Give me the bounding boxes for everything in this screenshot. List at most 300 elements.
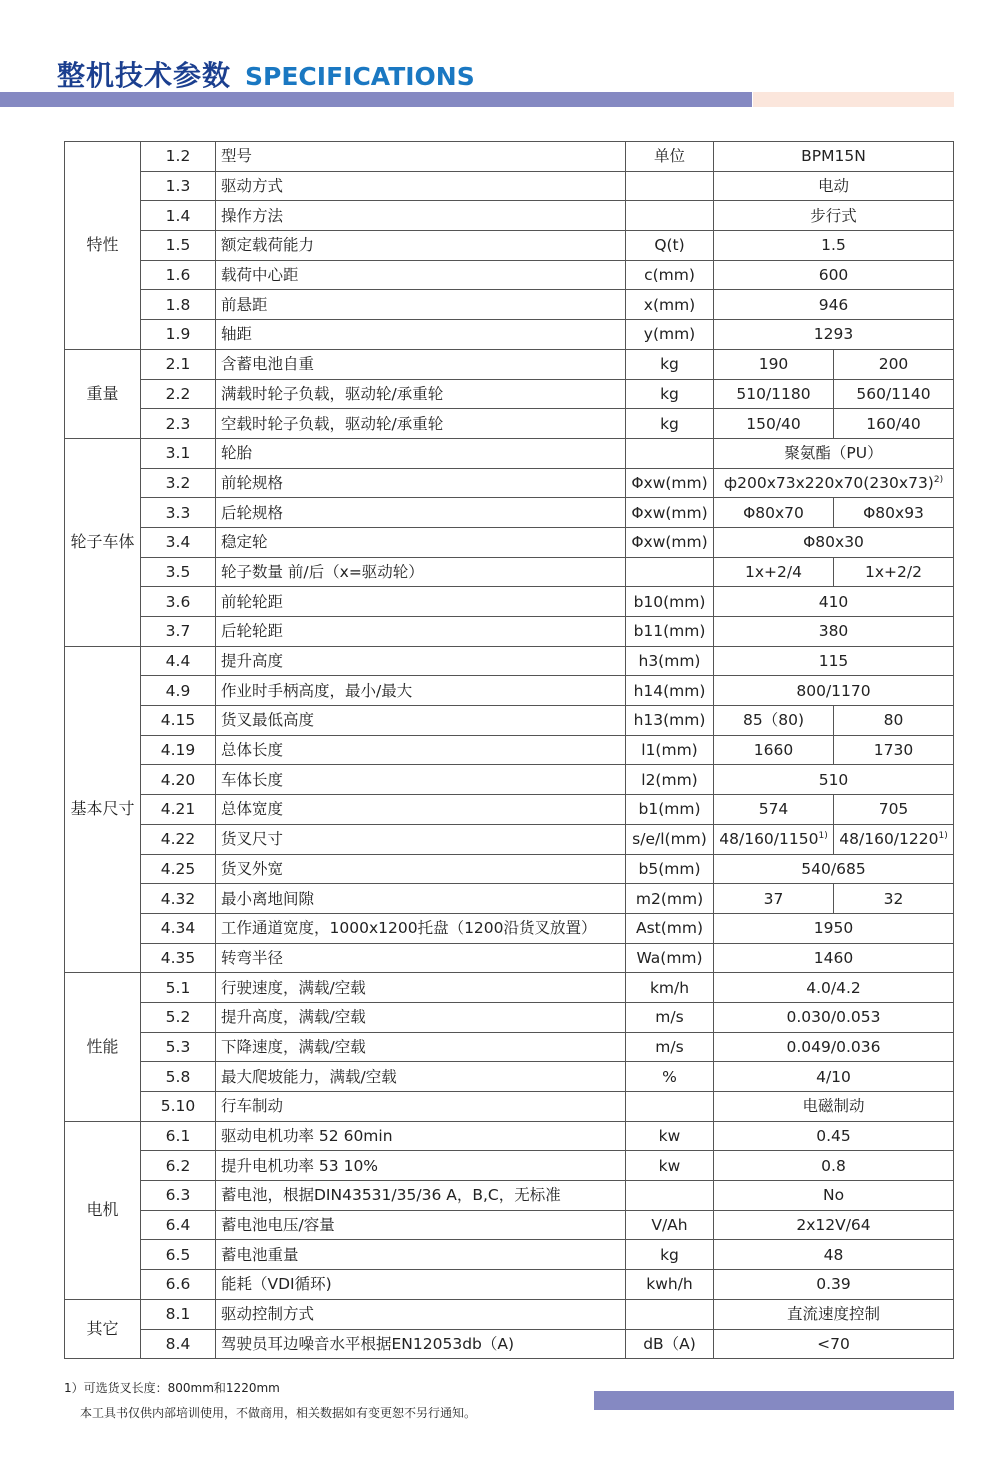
table-row	[65, 290, 954, 320]
row-value-text: 0.049/0.036	[786, 1037, 881, 1056]
row-item-text: 稳定轮	[221, 533, 268, 552]
row-value-text: 4.0/4.2	[806, 978, 861, 997]
row-item	[216, 468, 626, 498]
row-number-text: 6.1	[165, 1127, 191, 1146]
row-item-text: 能耗（VDI循环)	[221, 1275, 332, 1294]
row-value	[714, 201, 954, 231]
row-number-text: 4.35	[160, 948, 196, 967]
row-unit-text: kw	[658, 1156, 681, 1175]
row-item	[216, 1062, 626, 1092]
row-number	[141, 943, 216, 973]
row-unit	[626, 1032, 714, 1062]
row-value	[714, 1210, 954, 1240]
row-value	[714, 231, 954, 261]
row-item	[216, 349, 626, 379]
row-item-text: 前轮轮距	[221, 592, 284, 611]
row-value-text: <70	[817, 1334, 850, 1353]
header-bar	[0, 92, 752, 107]
row-number	[141, 1092, 216, 1122]
row-unit	[626, 142, 714, 172]
row-unit-text: l2(mm)	[641, 770, 698, 789]
row-unit	[626, 260, 714, 290]
row-value-text: 步行式	[810, 206, 857, 225]
row-number-text: 4.34	[160, 919, 196, 938]
row-unit-text: l1(mm)	[641, 741, 698, 760]
row-item-text: 总体长度	[221, 741, 284, 760]
row-item	[216, 1181, 626, 1211]
row-value	[714, 1032, 954, 1062]
row-number-text: 3.7	[165, 622, 191, 641]
row-unit	[626, 171, 714, 201]
row-item	[216, 557, 626, 587]
row-item-text: 前轮规格	[221, 473, 284, 492]
group-label	[65, 973, 141, 1121]
row-value	[714, 171, 954, 201]
row-unit	[626, 379, 714, 409]
row-number-text: 3.5	[165, 562, 191, 581]
row-item-text: 蓄电池，根据DIN43531/35/36 A，B,C，无标准	[221, 1186, 561, 1205]
row-value-2	[834, 557, 954, 587]
row-unit	[626, 1121, 714, 1151]
row-value-text: 1.5	[821, 236, 846, 255]
row-unit	[626, 1151, 714, 1181]
group-label	[65, 1121, 141, 1299]
row-item	[216, 587, 626, 617]
row-value-1	[714, 349, 834, 379]
row-value	[714, 438, 954, 468]
row-value	[714, 1002, 954, 1032]
row-item-text: 作业时手柄高度，最小/最大	[221, 681, 413, 700]
row-number	[141, 290, 216, 320]
row-unit	[626, 468, 714, 498]
row-number-text: 1.4	[165, 206, 191, 225]
table-row	[65, 765, 954, 795]
row-number	[141, 1032, 216, 1062]
row-number-text: 6.6	[165, 1275, 191, 1294]
row-value-text: 0.8	[821, 1156, 846, 1175]
row-item-text: 前悬距	[221, 295, 268, 314]
row-value-2-text: 160/40	[866, 414, 921, 433]
row-item-text: 含蓄电池自重	[221, 355, 315, 374]
row-item	[216, 795, 626, 825]
row-number	[141, 1151, 216, 1181]
row-item-text: 驱动方式	[221, 177, 284, 196]
spec-table-body	[65, 142, 954, 1359]
row-unit	[626, 617, 714, 647]
table-row	[65, 379, 954, 409]
table-row	[65, 1151, 954, 1181]
row-value-text: 540/685	[801, 859, 866, 878]
row-number-text: 4.21	[160, 800, 196, 819]
row-unit	[626, 1002, 714, 1032]
row-value-2	[834, 379, 954, 409]
row-item	[216, 1092, 626, 1122]
row-number	[141, 1002, 216, 1032]
table-row	[65, 1329, 954, 1359]
row-unit-text: b11(mm)	[633, 622, 706, 641]
row-number	[141, 231, 216, 261]
row-value-text: 0.39	[816, 1275, 851, 1294]
row-item-text: 驱动控制方式	[221, 1305, 315, 1324]
row-number	[141, 409, 216, 439]
row-value-2-text: 705	[878, 800, 909, 819]
row-value-2-text: 1730	[873, 741, 914, 760]
table-row	[65, 527, 954, 557]
row-value	[714, 913, 954, 943]
row-unit-text: b1(mm)	[638, 800, 701, 819]
row-number-text: 1.9	[165, 325, 191, 344]
row-number	[141, 349, 216, 379]
row-number-text: 8.1	[165, 1305, 191, 1324]
row-number	[141, 884, 216, 914]
row-number-text: 4.19	[160, 741, 196, 760]
row-number-text: 2.1	[165, 355, 191, 374]
row-value	[714, 1181, 954, 1211]
row-item	[216, 1210, 626, 1240]
row-item	[216, 1299, 626, 1329]
row-item-text: 行车制动	[221, 1097, 284, 1116]
row-value	[714, 646, 954, 676]
row-item	[216, 527, 626, 557]
row-item-text: 货叉最低高度	[221, 711, 315, 730]
row-item-text: 驾驶员耳边噪音水平根据EN12053db（A)	[221, 1334, 515, 1353]
row-item	[216, 1329, 626, 1359]
row-value-1	[714, 884, 834, 914]
row-item-text: 最大爬坡能力，满载/空载	[221, 1067, 397, 1086]
row-number	[141, 260, 216, 290]
row-number-text: 3.3	[165, 503, 191, 522]
row-value	[714, 676, 954, 706]
row-number-text: 5.1	[165, 978, 191, 997]
row-unit	[626, 349, 714, 379]
row-unit	[626, 1240, 714, 1270]
row-item-text: 驱动电机功率 52 60min	[221, 1127, 393, 1146]
row-number	[141, 617, 216, 647]
row-unit-text: m/s	[655, 1008, 684, 1027]
row-number-text: 2.3	[165, 414, 191, 433]
row-unit-text: kg	[660, 1245, 679, 1264]
row-unit-text: s/e/l(mm)	[632, 830, 707, 849]
row-value	[714, 765, 954, 795]
table-row	[65, 1032, 954, 1062]
table-row	[65, 468, 954, 498]
group-label-text: 性能	[86, 1036, 119, 1056]
row-value-text: No	[822, 1186, 845, 1205]
row-number	[141, 557, 216, 587]
table-row	[65, 646, 954, 676]
row-number-text: 4.32	[160, 889, 196, 908]
row-unit	[626, 913, 714, 943]
row-unit-text: kw	[658, 1127, 681, 1146]
row-number	[141, 201, 216, 231]
footnote-disclaimer: 本工具书仅供内部培训使用，不做商用，相关数据如有变更恕不另行通知。	[80, 1406, 477, 1420]
row-value-1-text: 510/1180	[736, 384, 811, 403]
row-number	[141, 1121, 216, 1151]
row-unit	[626, 320, 714, 350]
table-row	[65, 1270, 954, 1300]
row-unit	[626, 735, 714, 765]
header-bar-accent	[753, 92, 954, 107]
row-value-text: 0.45	[816, 1127, 851, 1146]
row-value-1	[714, 735, 834, 765]
table-row	[65, 201, 954, 231]
row-unit-text: m/s	[655, 1037, 684, 1056]
table-row	[65, 1121, 954, 1151]
row-item-text: 车体长度	[221, 770, 284, 789]
row-unit	[626, 231, 714, 261]
row-item	[216, 1032, 626, 1062]
row-number	[141, 765, 216, 795]
table-row	[65, 1181, 954, 1211]
row-item-text: 满载时轮子负载，驱动轮/承重轮	[221, 384, 444, 403]
row-value-2-text: 32	[883, 889, 904, 908]
row-value-1	[714, 409, 834, 439]
row-unit-text: km/h	[649, 978, 690, 997]
row-unit-text: 单位	[653, 147, 685, 166]
row-value-text: 1293	[813, 325, 854, 344]
row-unit	[626, 1062, 714, 1092]
table-row	[65, 824, 954, 854]
row-unit	[626, 409, 714, 439]
row-number	[141, 1062, 216, 1092]
row-number	[141, 795, 216, 825]
row-value-1-text: 48/160/1150	[719, 830, 819, 849]
group-label-text: 重量	[86, 383, 119, 403]
row-number	[141, 320, 216, 350]
row-item	[216, 498, 626, 528]
row-value	[714, 1240, 954, 1270]
row-item-text: 货叉尺寸	[221, 830, 284, 849]
row-number-text: 3.4	[165, 533, 191, 552]
table-row	[65, 557, 954, 587]
row-number-text: 4.25	[160, 859, 196, 878]
row-item	[216, 438, 626, 468]
row-item-text: 轮胎	[221, 444, 253, 463]
row-item-text: 提升电机功率 53 10%	[221, 1156, 379, 1175]
row-unit-text: c(mm)	[644, 266, 695, 285]
row-number-text: 1.8	[165, 295, 191, 314]
row-item	[216, 617, 626, 647]
row-item-text: 操作方法	[221, 206, 284, 225]
row-item	[216, 973, 626, 1003]
row-value-text: 1460	[813, 948, 854, 967]
row-item	[216, 1121, 626, 1151]
row-value	[714, 617, 954, 647]
table-row	[65, 617, 954, 647]
row-item	[216, 824, 626, 854]
row-unit-text: kg	[660, 414, 679, 433]
row-unit-text: m2(mm)	[635, 889, 704, 908]
table-row	[65, 1210, 954, 1240]
row-value	[714, 290, 954, 320]
row-unit	[626, 587, 714, 617]
row-value	[714, 527, 954, 557]
table-row	[65, 498, 954, 528]
row-item-text: 工作通道宽度，1000x1200托盘（1200沿货叉放置）	[221, 919, 597, 938]
table-row	[65, 943, 954, 973]
row-value	[714, 1329, 954, 1359]
table-row	[65, 349, 954, 379]
row-value-2-text: 80	[883, 711, 904, 730]
row-number-text: 5.3	[165, 1037, 191, 1056]
group-label	[65, 646, 141, 973]
row-item-text: 货叉外宽	[221, 859, 284, 878]
row-item	[216, 1270, 626, 1300]
row-value-text: 410	[818, 592, 849, 611]
row-unit	[626, 646, 714, 676]
row-item	[216, 260, 626, 290]
row-item-text: 蓄电池重量	[221, 1245, 299, 1264]
row-value	[714, 468, 954, 498]
row-number	[141, 1299, 216, 1329]
row-unit-text: Ast(mm)	[635, 919, 704, 938]
table-row	[65, 409, 954, 439]
row-value-2	[834, 409, 954, 439]
row-value-2	[834, 349, 954, 379]
row-item	[216, 201, 626, 231]
footnote-ref: 2)	[933, 474, 944, 485]
row-number-text: 6.3	[165, 1186, 191, 1205]
row-value-1-text: 1660	[753, 741, 794, 760]
group-label-text: 基本尺寸	[70, 799, 135, 819]
table-row	[65, 676, 954, 706]
table-row	[65, 1002, 954, 1032]
row-number	[141, 468, 216, 498]
row-item-text: 行驶速度，满载/空载	[221, 978, 366, 997]
row-item	[216, 409, 626, 439]
row-value-text: 600	[818, 266, 849, 285]
row-number-text: 5.10	[160, 1097, 196, 1116]
row-number	[141, 676, 216, 706]
row-value	[714, 943, 954, 973]
row-unit	[626, 557, 714, 587]
row-value-1-text: Φ80x70	[743, 503, 804, 522]
row-unit-text: y(mm)	[643, 325, 696, 344]
table-row	[65, 854, 954, 884]
row-unit-text: Q(t)	[654, 236, 685, 255]
row-number-text: 1.2	[165, 147, 191, 166]
row-unit	[626, 498, 714, 528]
row-unit-text: Φxw(mm)	[631, 503, 708, 522]
row-item	[216, 1240, 626, 1270]
row-unit-text: Wa(mm)	[636, 948, 703, 967]
row-unit	[626, 676, 714, 706]
row-value-2	[834, 735, 954, 765]
row-item	[216, 765, 626, 795]
row-value-1	[714, 557, 834, 587]
row-value	[714, 1299, 954, 1329]
table-row	[65, 913, 954, 943]
footnote-ref: 1)	[938, 831, 948, 841]
row-value-text: 48	[823, 1245, 844, 1264]
row-value-1-text: 85（80)	[743, 711, 804, 730]
page-title-en: SPECIFICATIONS	[245, 62, 475, 91]
row-number	[141, 1329, 216, 1359]
table-row	[65, 260, 954, 290]
row-number-text: 1.6	[165, 266, 191, 285]
row-number-text: 4.20	[160, 770, 196, 789]
row-number	[141, 379, 216, 409]
row-item-text: 型号	[221, 147, 253, 166]
row-number	[141, 587, 216, 617]
row-item	[216, 142, 626, 172]
group-label-text: 特性	[86, 235, 119, 255]
row-value-1-text: 1x+2/4	[745, 562, 802, 581]
row-number-text: 6.4	[165, 1216, 191, 1235]
row-number	[141, 706, 216, 736]
row-number	[141, 1270, 216, 1300]
row-number	[141, 854, 216, 884]
row-item-text: 载荷中心距	[221, 266, 299, 285]
row-value-text: ф200x73x220x70(230x73)	[723, 473, 934, 492]
row-number	[141, 646, 216, 676]
row-value-2-text: 200	[878, 355, 909, 374]
row-number-text: 4.4	[165, 652, 191, 671]
row-unit	[626, 1270, 714, 1300]
row-number-text: 5.8	[165, 1067, 191, 1086]
row-item	[216, 884, 626, 914]
row-number-text: 4.15	[160, 711, 196, 730]
footer-bar	[594, 1391, 954, 1410]
row-value-1	[714, 498, 834, 528]
row-number-text: 5.2	[165, 1008, 191, 1027]
row-number	[141, 527, 216, 557]
table-row	[65, 231, 954, 261]
row-value-text: 510	[818, 770, 849, 789]
row-item-text: 空载时轮子负载，驱动轮/承重轮	[221, 414, 444, 433]
row-number-text: 3.1	[165, 444, 191, 463]
row-number	[141, 913, 216, 943]
row-unit	[626, 943, 714, 973]
row-number	[141, 498, 216, 528]
row-value-2	[834, 706, 954, 736]
row-number-text: 2.2	[165, 384, 191, 403]
row-number-text: 1.5	[165, 236, 191, 255]
row-item	[216, 171, 626, 201]
row-unit	[626, 438, 714, 468]
row-unit	[626, 854, 714, 884]
row-value-text: 电磁制动	[802, 1097, 865, 1116]
row-value-text: 聚氨酯（PU）	[784, 444, 883, 463]
row-item-text: 下降速度，满载/空载	[221, 1037, 366, 1056]
row-unit	[626, 1299, 714, 1329]
row-unit	[626, 884, 714, 914]
table-row	[65, 438, 954, 468]
row-unit	[626, 1329, 714, 1359]
group-label	[65, 142, 141, 350]
row-value-text: 800/1170	[796, 681, 871, 700]
row-item	[216, 320, 626, 350]
row-value-1	[714, 706, 834, 736]
table-row	[65, 884, 954, 914]
row-item	[216, 231, 626, 261]
table-row	[65, 973, 954, 1003]
row-unit-text: Φxw(mm)	[631, 473, 708, 492]
row-unit-text: Φxw(mm)	[631, 533, 708, 552]
row-number-text: 3.6	[165, 592, 191, 611]
row-unit	[626, 765, 714, 795]
row-value-2-text: 48/160/1220	[839, 830, 939, 849]
row-unit-text: V/Ah	[651, 1216, 688, 1235]
row-value	[714, 1270, 954, 1300]
group-label-text: 轮子车体	[70, 532, 135, 552]
footnote-fork-length: 1）可选货叉长度：800mm和1220mm	[64, 1381, 280, 1395]
table-row	[65, 1092, 954, 1122]
row-value-2	[834, 498, 954, 528]
row-number-text: 3.2	[165, 473, 191, 492]
row-unit-text: %	[662, 1067, 677, 1086]
table-row	[65, 171, 954, 201]
